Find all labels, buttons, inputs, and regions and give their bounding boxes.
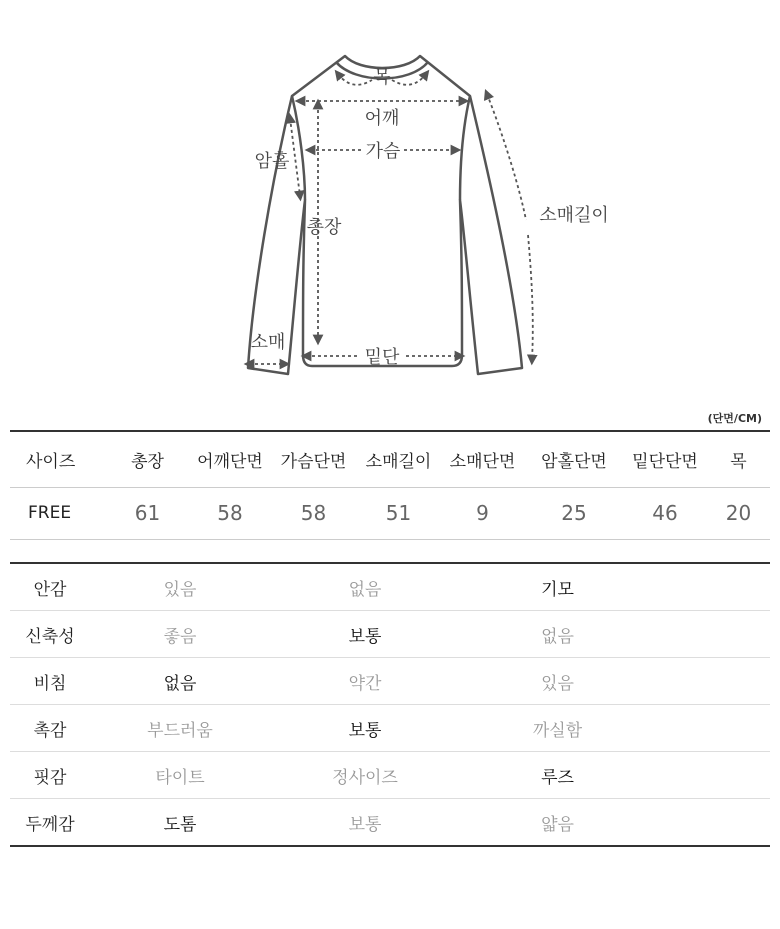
attribute-label: 신축성 xyxy=(10,611,90,658)
attribute-label: 비침 xyxy=(10,658,90,705)
attribute-option: 루즈 xyxy=(460,752,655,799)
col-header-hem: 밑단단면 xyxy=(623,431,707,487)
col-header-sleeve-length: 소매길이 xyxy=(357,431,440,487)
attribute-row xyxy=(10,658,770,705)
attribute-row xyxy=(10,563,770,611)
value-sleeve-length: 51 xyxy=(357,487,440,539)
attribute-option: 얇음 xyxy=(541,814,574,835)
attribute-option: 보통 xyxy=(270,705,460,752)
attribute-spacer xyxy=(655,799,770,847)
attribute-row xyxy=(10,705,770,752)
attribute-option: 없음 xyxy=(460,611,655,658)
label-hem: 밑단 xyxy=(364,347,400,368)
size-row-free xyxy=(10,487,770,539)
fabric-attributes-table xyxy=(10,562,770,847)
size-label: FREE xyxy=(10,487,105,539)
attribute-label: 두께감 xyxy=(25,814,75,835)
attribute-option: 없음 xyxy=(90,658,270,705)
attribute-option: 정사이즈 xyxy=(270,752,460,799)
col-header-armhole: 암홀단면 xyxy=(525,431,623,487)
attribute-option: 있음 xyxy=(460,658,655,705)
attribute-option: 있음 xyxy=(90,563,270,611)
attribute-row xyxy=(10,799,770,847)
attribute-option: 없음 xyxy=(270,563,460,611)
attribute-option: 좋음 xyxy=(90,611,270,658)
size-table xyxy=(10,430,770,540)
attribute-spacer xyxy=(655,611,770,658)
label-sleeve-width: 소매 xyxy=(250,332,286,353)
col-header-sleeve-width: 소매단면 xyxy=(440,431,525,487)
label-neck: 목 xyxy=(373,67,391,88)
label-shoulder: 어깨 xyxy=(364,108,400,129)
value-chest: 58 xyxy=(270,487,357,539)
attribute-row xyxy=(10,611,770,658)
sweater-outline xyxy=(248,56,522,374)
col-header-size: 사이즈 xyxy=(10,431,105,487)
label-chest: 가슴 xyxy=(365,141,401,162)
value-shoulder: 58 xyxy=(190,487,270,539)
value-armhole: 25 xyxy=(525,487,623,539)
attribute-option: 보통 xyxy=(348,814,382,835)
attribute-label: 촉감 xyxy=(10,705,90,752)
attribute-option: 약간 xyxy=(270,658,460,705)
attribute-option: 보통 xyxy=(270,611,460,658)
col-header-chest: 가슴단면 xyxy=(270,431,357,487)
value-total-length: 61 xyxy=(105,487,190,539)
unit-note: (단면/CM) xyxy=(707,412,762,425)
label-armhole: 암홀 xyxy=(254,151,290,172)
col-header-total-length: 총장 xyxy=(105,431,190,487)
attribute-spacer xyxy=(655,705,770,752)
value-neck: 20 xyxy=(707,487,770,539)
value-sleeve-width: 9 xyxy=(440,487,525,539)
garment-measurement-diagram xyxy=(0,0,780,400)
size-table-header xyxy=(10,431,770,487)
attribute-label: 핏감 xyxy=(10,752,90,799)
col-header-neck: 목 xyxy=(707,431,770,487)
attribute-option: 부드러움 xyxy=(90,705,270,752)
neck-line xyxy=(338,74,372,85)
attribute-option: 타이트 xyxy=(90,752,270,799)
attribute-spacer xyxy=(655,752,770,799)
col-header-shoulder: 어깨단면 xyxy=(190,431,270,487)
attribute-spacer xyxy=(655,658,770,705)
attribute-option: 도톰 xyxy=(163,814,197,835)
label-sleeve-length: 소매길이 xyxy=(539,205,609,226)
attribute-row xyxy=(10,752,770,799)
value-hem: 46 xyxy=(623,487,707,539)
attribute-spacer xyxy=(655,563,770,611)
attribute-option: 기모 xyxy=(460,563,655,611)
label-total-length: 총장 xyxy=(306,217,342,238)
attribute-option: 까실함 xyxy=(460,705,655,752)
attribute-label: 안감 xyxy=(10,563,90,611)
